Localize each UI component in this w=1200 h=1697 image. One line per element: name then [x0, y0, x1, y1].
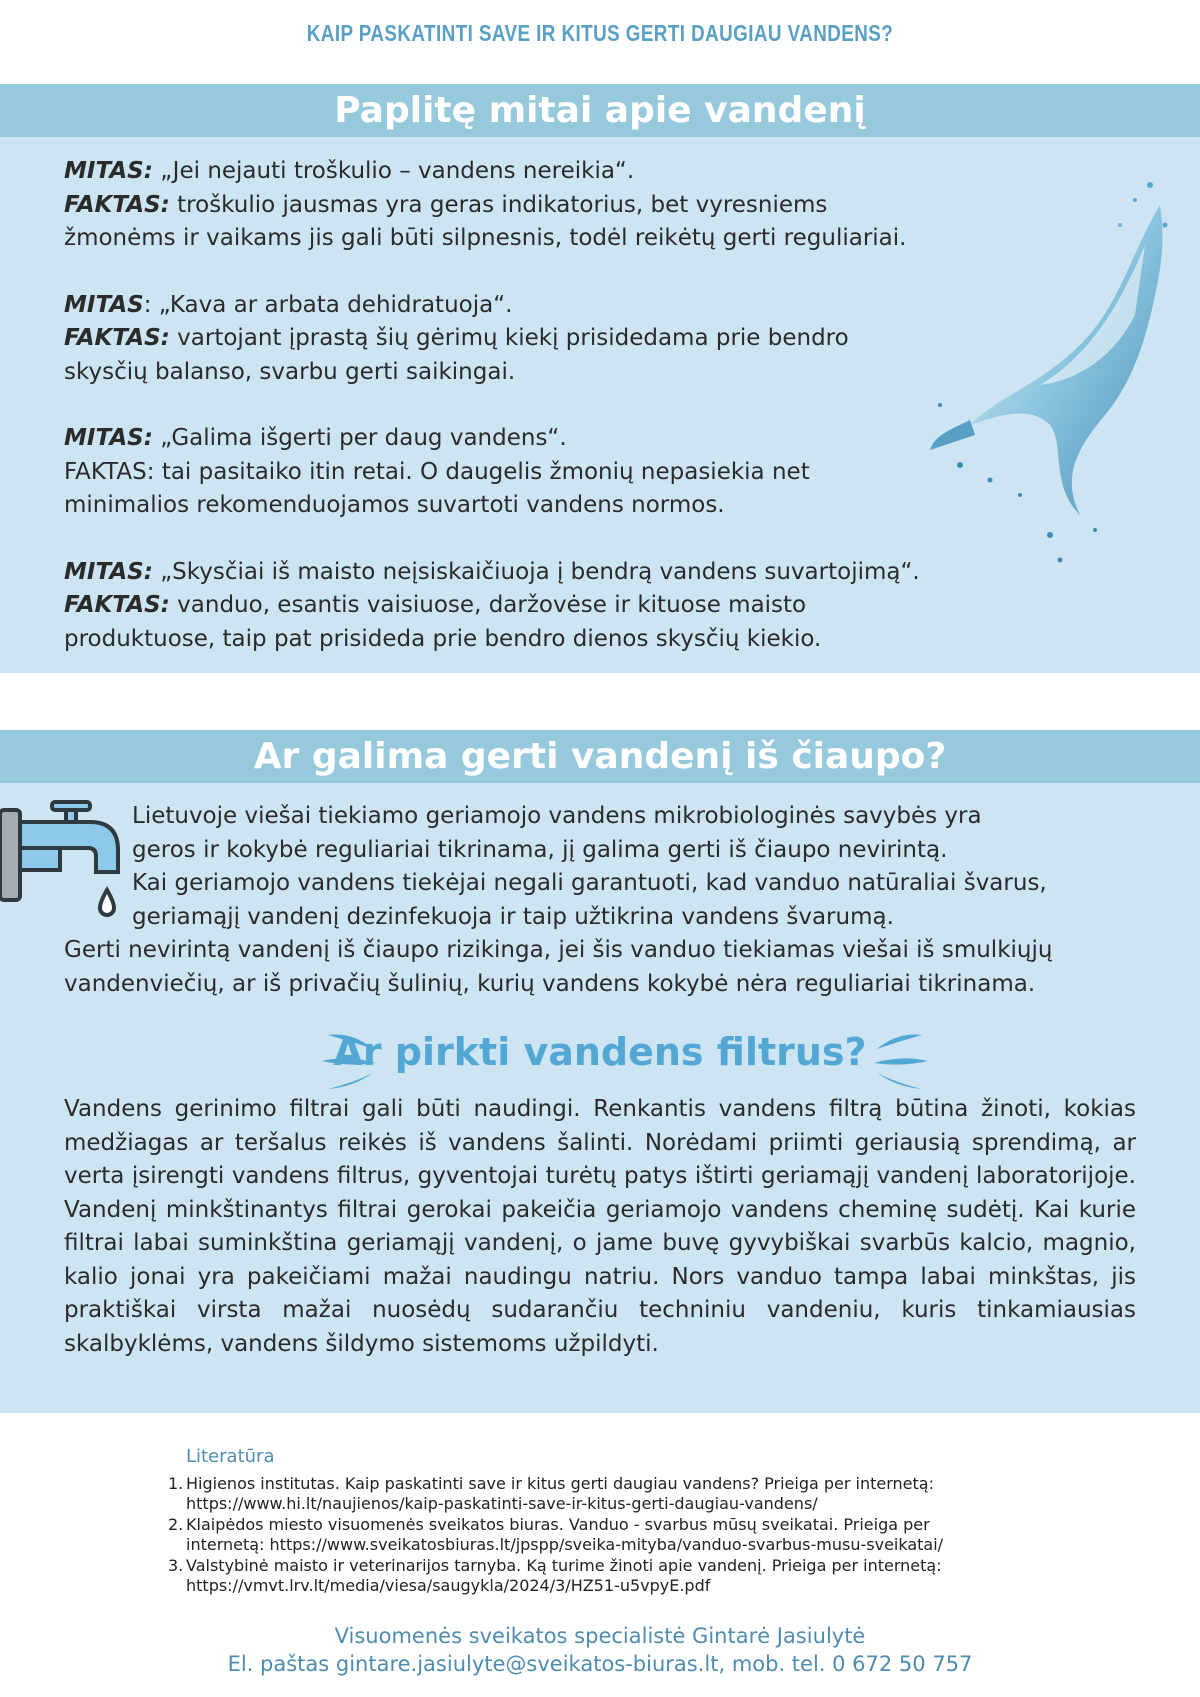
myth-text: : „Kava ar arbata dehidratuoja“.: [143, 291, 513, 318]
literature-item: [168, 1555, 1046, 1597]
myth-item: [64, 556, 996, 657]
myth-item: [64, 289, 996, 390]
fact-text-cont: žmonėms ir vaikams jis gali būti silpnesnis, todėl reikėtų gerti reguliariai.: [64, 225, 907, 251]
footer-author: Visuomenės sveikatos specialistė Gintarė Jasiulytė: [334, 1624, 866, 1648]
myth-label: MITAS: [64, 291, 144, 318]
fact-text-cont: minimalios rekomenduojamos suvartoti vandens normos.: [64, 492, 725, 518]
tap-line: geriamąjį vandenį dezinfekuoja ir taip užtikrina vandens švarumą.: [132, 903, 894, 930]
filter-section-title: Ar pirkti vandens filtrus?: [333, 1030, 867, 1074]
footer: [0, 1622, 1200, 1678]
fact-label: FAKTAS:: [64, 325, 170, 351]
myth-item: [64, 155, 996, 256]
fact-text: tai pasitaiko itin retai. O daugelis žmonių nepasiekia net: [161, 458, 810, 485]
myth-label: MITAS:: [64, 558, 153, 585]
myth-label: MITAS:: [64, 158, 153, 184]
fact-text: troškulio jausmas yra geras indikatorius, bet vyresniems: [177, 191, 828, 218]
fact-text-cont: skysčių balanso, svarbu gerti saikingai.: [64, 358, 516, 385]
filter-section-text: Vandens gerinimo filtrai gali būti naudingi. Renkantis vandens filtrą būtina žinoti, kokias medžiagas ar teršalus reikės iš vandens šalinti. Norėdami priimti geriausią sprendimą, ar verta įsirengti vandens filtrus, gyventojai turėtų patys ištirti geriamąjį vandenį laboratorijoje. Vandenį minkštinantys filtrai gerokai pakeičia geriamojo vandens cheminę sudėtį. Kai kurie filtrai labai suminkština geriamąjį vandenį, o jame buvę gyvybiškai svarbūs kalcio, magnio, kalio jonai yra pakeičiami mažai naudingu natriu. Nors vanduo tampa labai minkštas, jis praktiškai virsta mažai nuosėdų sudarančiu techniniu vandeniu, kuris tinkamiausias skalbyklėms, vandens šildymo sistemoms užpildyti.: [64, 1096, 1136, 1357]
myth-text: „Jei nejauti troškulio – vandens nereikia“.: [160, 158, 635, 184]
footer-contact[interactable]: El. paštas gintare.jasiulyte@sveikatos-biuras.lt, mob. tel. 0 672 50 757: [227, 1652, 973, 1676]
literature-title: Literatūra: [186, 1446, 275, 1467]
literature-link[interactable]: https://www.hi.lt/naujienos/kaip-paskatinti-save-ir-kitus-gerti-daugiau-vandens/: [186, 1494, 818, 1513]
tap-line: Gerti nevirintą vandenį iš čiaupo rizikinga, jei šis vanduo tiekiamas viešai iš smulkiųjų: [64, 937, 1053, 963]
fact-text: vartojant įprastą šių gėrimų kiekį prisidedama prie bendro: [177, 325, 849, 351]
literature-link[interactable]: internetą: https://www.sveikatosbiuras.lt/jpspp/sveika-mityba/vanduo-svarbus-musu-sveikatai/: [186, 1535, 944, 1554]
fact-label: FAKTAS:: [64, 458, 155, 485]
literature-item: [168, 1473, 1046, 1515]
fact-label: FAKTAS:: [64, 592, 170, 618]
tap-section-text: [64, 800, 1136, 1001]
tap-section-title: Ar galima gerti vandenį iš čiaupo?: [0, 730, 1200, 783]
literature-text: Valstybinė maisto ir veterinarijos tarnyba. Ką turime žinoti apie vandenį. Prieiga per internetą:: [186, 1555, 942, 1575]
literature-item: [168, 1514, 1046, 1556]
fact-label: FAKTAS:: [64, 191, 170, 218]
literature-list: [168, 1446, 1046, 1597]
literature-text: Higienos institutas. Kaip paskatinti save ir kitus gerti daugiau vandens? Prieiga per internetą:: [186, 1473, 934, 1493]
tap-line: vandenviečių, ar iš privačių šulinių, kurių vandens kokybė nėra reguliariai tikrinama.: [64, 970, 1036, 997]
page-title: KAIP PASKATINTI SAVE IR KITUS GERTI DAUGIAU VANDENS?: [306, 20, 894, 46]
fact-text-cont: produktuose, taip pat prisideda prie bendro dienos skysčių kiekio.: [64, 625, 822, 652]
myths-list: [64, 155, 996, 689]
fact-text: vanduo, esantis vaisiuose, daržovėse ir kituose maisto: [177, 592, 807, 618]
literature-link[interactable]: https://vmvt.lrv.lt/media/viesa/saugykla/2024/3/HZ51-u5vpyE.pdf: [186, 1576, 711, 1595]
literature-text: Klaipėdos miesto visuomenės sveikatos biuras. Vanduo - svarbus mūsų sveikatai. Prieiga per: [186, 1514, 930, 1534]
literature-number: 1.: [168, 1473, 184, 1493]
myths-section-title: Paplitę mitai apie vandenį: [0, 84, 1200, 137]
tap-line: Kai geriamojo vandens tiekėjai negali garantuoti, kad vanduo natūraliai švarus,: [132, 870, 1047, 896]
literature-number: 2.: [168, 1514, 184, 1534]
myth-text: „Galima išgerti per daug vandens“.: [160, 425, 567, 451]
tap-line: geros ir kokybė reguliariai tikrinama, jį galima gerti iš čiaupo nevirintą.: [132, 836, 948, 863]
myth-text: „Skysčiai iš maisto neįsiskaičiuoja į bendrą vandens suvartojimą“.: [160, 558, 920, 585]
literature-number: 3.: [168, 1555, 184, 1575]
myth-label: MITAS:: [64, 425, 153, 451]
tap-line: Lietuvoje viešai tiekiamo geriamojo vandens mikrobiologinės savybės yra: [132, 803, 982, 829]
myth-item: [64, 422, 996, 523]
